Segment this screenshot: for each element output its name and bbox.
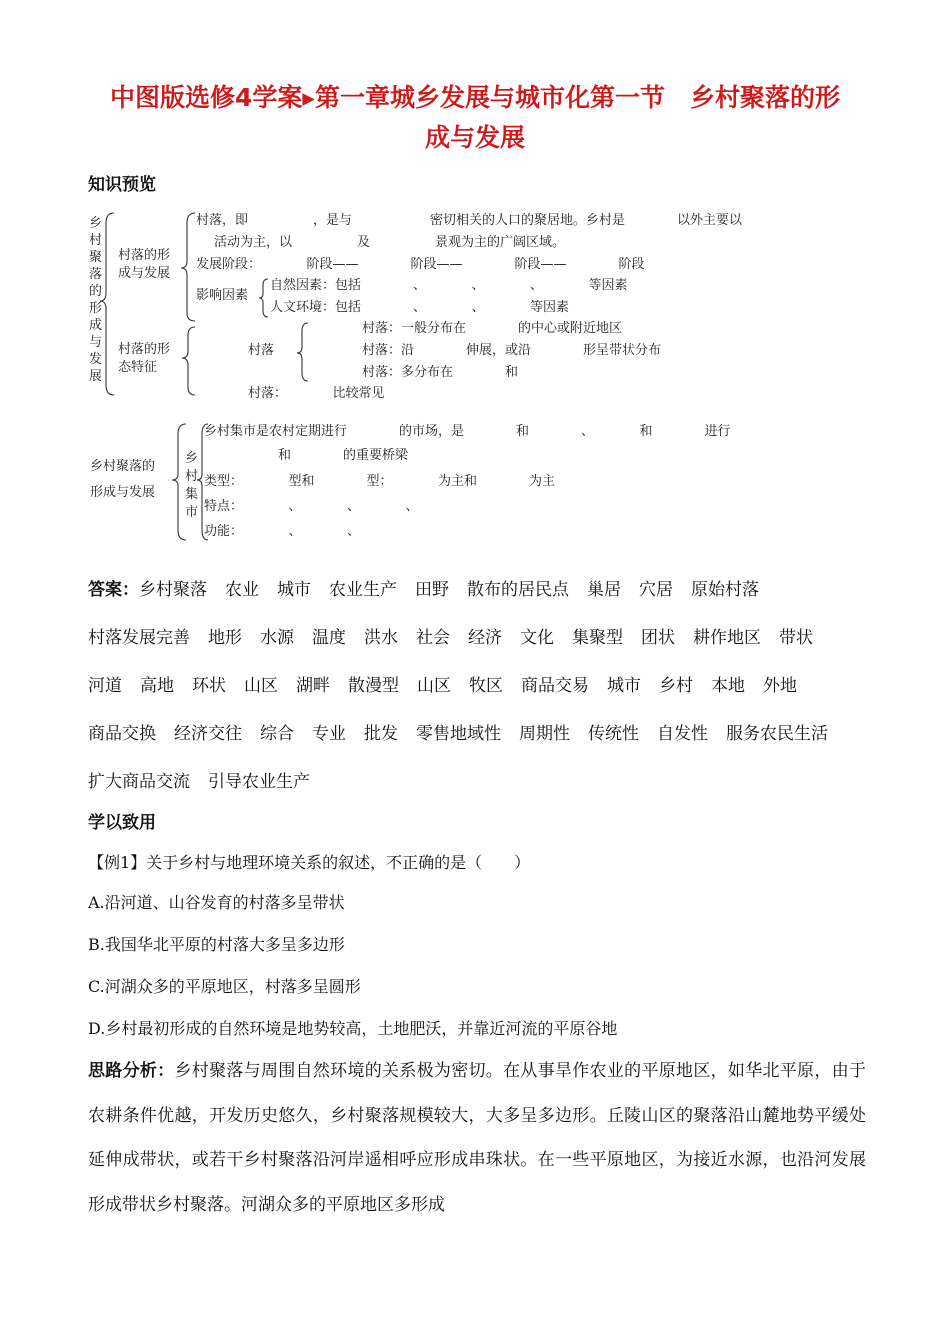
answer-item: 耕作地区 bbox=[693, 628, 761, 648]
answer-item: 综合 bbox=[260, 724, 294, 744]
row-a-stages: 发展阶段： 阶段—— 阶段—— 阶段—— 阶段 bbox=[196, 257, 645, 272]
knowledge-diagram-market bbox=[80, 418, 880, 548]
answer-item: 经济 bbox=[468, 628, 502, 648]
analysis-label: 思路分析： bbox=[88, 1061, 175, 1081]
side-char: 乡 bbox=[89, 216, 103, 231]
side-char: 成 bbox=[89, 318, 103, 333]
row-b-round: 村落：一般分布在 的中心或附近地区 bbox=[310, 321, 623, 336]
market-features: 特点： 、 、 、 bbox=[204, 499, 465, 514]
side-char: 落 bbox=[89, 267, 103, 282]
row-a-definition: 村落，即 ，是与 密切相关的人口的聚居地。乡村是 以外主要以 bbox=[196, 213, 795, 228]
row-a-human: 人文环境：包括 、 、 等因素 bbox=[270, 300, 570, 315]
option-c: C.河湖众多的平原地区，村落多呈圆形 bbox=[88, 977, 361, 996]
answer-item: 农业生产 bbox=[329, 580, 397, 600]
market-definition: 乡村集市是农村定期进行 的市场，是 和 、 和 进行 bbox=[204, 424, 731, 439]
row-a-factors-label: 影响因素 bbox=[196, 288, 249, 303]
row-a-definition-cont: 活动为主，以 及 景观为主的广阔区域。 bbox=[214, 235, 566, 250]
answer-item: 传统性 bbox=[588, 724, 639, 744]
knowledge-diagram-settlement bbox=[80, 205, 880, 405]
answer-item: 农业 bbox=[225, 580, 259, 600]
answer-item: 服务农民生活 bbox=[726, 724, 828, 744]
section-heading-apply: 学以致用 bbox=[88, 813, 156, 833]
market-char: 村 bbox=[185, 469, 199, 484]
market-char: 乡 bbox=[185, 451, 199, 466]
answers-label: 答案： bbox=[88, 580, 139, 600]
answer-item: 牧区 bbox=[469, 676, 503, 696]
page-title bbox=[60, 78, 890, 158]
section-heading-preview: 知识预览 bbox=[88, 175, 156, 195]
answer-item: 社会 bbox=[416, 628, 450, 648]
answer-item: 原始村落 bbox=[691, 580, 759, 600]
brace-cluster bbox=[297, 323, 308, 381]
answer-item: 穴居 bbox=[639, 580, 673, 600]
brace-main bbox=[100, 213, 114, 395]
answer-item: 散漫型 bbox=[348, 676, 399, 696]
answer-item: 周期性 bbox=[519, 724, 570, 744]
market-char: 市 bbox=[185, 505, 199, 520]
answer-item: 高地 bbox=[140, 676, 174, 696]
answer-item: 温度 bbox=[312, 628, 346, 648]
answer-item: 乡村 bbox=[659, 676, 693, 696]
answer-item: 巢居 bbox=[587, 580, 621, 600]
answer-item: 田野 bbox=[415, 580, 449, 600]
answer-item: 扩大商品交流 bbox=[88, 772, 190, 792]
answer-item: 散布的居民点 bbox=[467, 580, 569, 600]
answer-item: 批发 bbox=[364, 724, 398, 744]
row-b-strip: 村落：沿 伸展，或沿 形呈带状分布 bbox=[310, 343, 662, 358]
market-sub-label bbox=[185, 451, 198, 520]
brace-a bbox=[181, 213, 195, 321]
branch-a-line1: 村落的形 bbox=[118, 248, 171, 263]
answer-item: 城市 bbox=[277, 580, 311, 600]
question-stem: 【例1】关于乡村与地理环境关系的叙述，不正确的是（ ） bbox=[88, 853, 531, 872]
analysis-text: 乡村聚落与周围自然环境的关系极为密切。在从事旱作农业的平原地区，如华北平原，由于农耕条件优越，开发历史悠久，乡村聚落规模较大，大多呈多边形。丘陵山区的聚落沿山麓地势平缓处延伸成带状，或若干乡村聚落沿河岸遥相呼应形成串珠状。在一些平原地区，为接近水源，也沿河发展形成带状乡村聚落。河湖众多的平原地区多形成 bbox=[88, 1061, 867, 1215]
branch-b-line1: 村落的形 bbox=[118, 342, 171, 357]
answer-item: 村落发展完善 bbox=[88, 628, 190, 648]
answer-item: 乡村聚落 bbox=[139, 580, 207, 600]
analysis-block bbox=[88, 1049, 866, 1227]
option-b: B.我国华北平原的村落大多呈多边形 bbox=[88, 935, 345, 954]
brace-b bbox=[182, 327, 195, 395]
answer-item: 外地 bbox=[763, 676, 797, 696]
brace-factors bbox=[259, 279, 268, 317]
answer-item: 商品交易 bbox=[521, 676, 589, 696]
option-a: A.沿河道、山谷发育的村落多呈带状 bbox=[88, 893, 345, 912]
row-b-scattered: 村落： 比较常见 bbox=[196, 386, 385, 401]
side-char: 与 bbox=[89, 335, 103, 350]
answer-item: 带状 bbox=[779, 628, 813, 648]
answer-item: 经济交往 bbox=[174, 724, 242, 744]
answer-item: 山区 bbox=[244, 676, 278, 696]
answer-item: 零售地域性 bbox=[416, 724, 501, 744]
market-char: 集 bbox=[185, 487, 199, 502]
side-char: 村 bbox=[89, 233, 103, 248]
row-b-cluster: 村落 bbox=[196, 343, 275, 358]
answer-item: 地形 bbox=[208, 628, 242, 648]
row-a-natural: 自然因素：包括 、 、 、 等因素 bbox=[270, 278, 628, 293]
answers-block bbox=[88, 566, 878, 806]
title-line-2: 成与发展 bbox=[424, 123, 525, 152]
market-functions: 功能： 、 、 bbox=[204, 524, 406, 539]
answer-item: 水源 bbox=[260, 628, 294, 648]
side-char: 聚 bbox=[89, 250, 103, 265]
answer-item: 团状 bbox=[641, 628, 675, 648]
answer-item: 山区 bbox=[417, 676, 451, 696]
branch-a-line2: 成与发展 bbox=[118, 266, 171, 281]
row-b-ring: 村落：多分布在 和 bbox=[310, 365, 571, 380]
answer-item: 洪水 bbox=[364, 628, 398, 648]
answer-item: 城市 bbox=[607, 676, 641, 696]
answer-item: 专业 bbox=[312, 724, 346, 744]
answer-item: 本地 bbox=[711, 676, 745, 696]
answer-item: 环状 bbox=[192, 676, 226, 696]
side-label-vertical bbox=[89, 216, 102, 384]
answer-list bbox=[88, 580, 846, 792]
answer-item: 商品交换 bbox=[88, 724, 156, 744]
option-d: D.乡村最初形成的自然环境是地势较高，土地肥沃，并靠近河流的平原谷地 bbox=[88, 1019, 618, 1038]
brace-market-outer bbox=[172, 424, 186, 540]
side-char: 的 bbox=[89, 284, 103, 299]
branch-b-line2: 态特征 bbox=[118, 360, 158, 375]
side-char: 发 bbox=[89, 352, 103, 367]
answer-item: 自发性 bbox=[657, 724, 708, 744]
answer-item: 引导农业生产 bbox=[208, 772, 310, 792]
title-line-1: 中图版选修4学案▸第一章城乡发展与城市化第一节 乡村聚落的形 bbox=[110, 83, 840, 112]
market-left-label-1: 乡村聚落的 bbox=[90, 459, 156, 474]
market-types: 类型： 型和 型： 为主和 为主 bbox=[204, 474, 556, 489]
answer-item: 河道 bbox=[88, 676, 122, 696]
market-left-label-2: 形成与发展 bbox=[90, 485, 156, 500]
market-definition-cont: 和 的重要桥梁 bbox=[226, 448, 409, 463]
answer-item: 文化 bbox=[520, 628, 554, 648]
answer-item: 集聚型 bbox=[572, 628, 623, 648]
side-char: 展 bbox=[89, 369, 103, 384]
side-char: 形 bbox=[89, 301, 103, 316]
answer-item: 湖畔 bbox=[296, 676, 330, 696]
